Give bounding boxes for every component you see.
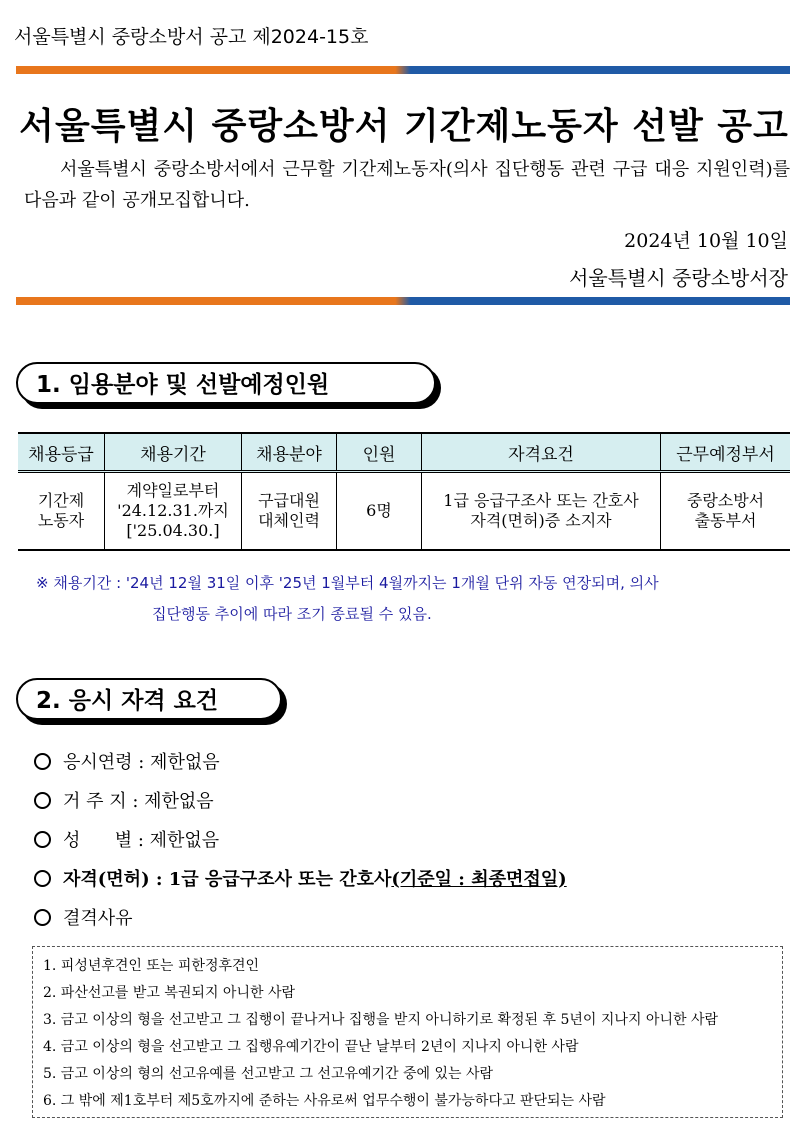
circle-bullet-icon <box>34 753 51 770</box>
circle-bullet-icon <box>34 870 51 887</box>
condition-label-underlined: (기준일 : 최종면접일) <box>391 869 567 890</box>
page-title: 서울특별시 중랑소방서 기간제노동자 선발 공고 <box>19 106 789 147</box>
list-item: 6. 그 밖에 제1호부터 제5호까지에 준하는 사유로써 업무수행이 불가능하다고 판단되는 사람 <box>43 1093 606 1109</box>
list-item: 3. 금고 이상의 형을 선고받고 그 집행이 끝나거나 집행을 받지 아니하기로 확정된 후 5년이 지나지 아니한 사람 <box>43 1012 718 1028</box>
issuer-name: 서울특별시 중랑소방서장 <box>569 266 788 290</box>
circle-bullet-icon <box>34 831 51 848</box>
list-item: 2. 파산선고를 받고 복권되지 아니한 사람 <box>43 985 295 1001</box>
condition-item-residence <box>34 787 214 813</box>
top-divider-bar <box>16 66 790 74</box>
period-line: ['25.04.30.] <box>126 521 220 540</box>
period-line: '24.12.31.까지 <box>117 501 229 520</box>
table-header-cell: 인원 <box>337 433 422 472</box>
field-cell <box>242 472 337 551</box>
intro-paragraph: 서울특별시 중랑소방서에서 근무할 기간제노동자(의사 집단행동 관련 구급 대응 지원인력)를 다음과 같이 공개모집합니다. <box>24 159 790 211</box>
grade-line: 기간제 <box>37 491 85 510</box>
condition-item-age <box>34 748 220 774</box>
notice-date: 2024년 10월 10일 <box>624 230 788 252</box>
grade-line: 노동자 <box>37 511 85 530</box>
department-line: 출동부서 <box>694 511 757 530</box>
table-header-cell: 채용기간 <box>105 433 242 472</box>
period-note-line1: ※ 채용기간 : '24년 12월 31일 이후 '25년 1월부터 4월까지는 1개월 단위 자동 연장되며, 의사 <box>36 574 659 592</box>
table-header-cell: 근무예정부서 <box>661 433 791 472</box>
period-line: 계약일로부터 <box>126 481 220 500</box>
table-header-row <box>18 433 790 472</box>
department-cell <box>661 472 791 551</box>
grade-cell <box>18 472 105 551</box>
circle-bullet-icon <box>34 792 51 809</box>
notice-number: 서울특별시 중랑소방서 공고 제2024-15호 <box>14 26 369 48</box>
condition-label: 거 주 지 : 제한없음 <box>63 791 214 812</box>
condition-label: 자격(면허) : 1급 응급구조사 또는 간호사 <box>63 869 392 890</box>
recruitment-table <box>18 432 790 551</box>
period-note <box>36 568 794 630</box>
disqualification-box <box>32 946 783 1118</box>
section2-heading: 2. 응시 자격 요건 <box>16 678 282 720</box>
condition-label: 결격사유 <box>63 908 133 929</box>
circle-bullet-icon <box>34 909 51 926</box>
field-line: 대체인력 <box>258 511 320 530</box>
list-item: 5. 금고 이상의 형의 선고유예를 선고받고 그 선고유예기간 중에 있는 사람 <box>43 1066 494 1082</box>
period-cell <box>105 472 242 551</box>
table-row <box>18 472 790 551</box>
qualification-line: 자격(면허)증 소지자 <box>470 511 612 530</box>
list-item: 4. 금고 이상의 형을 선고받고 그 집행유예기간이 끝난 날부터 2년이 지나지 아니한 사람 <box>43 1039 579 1055</box>
table-header-cell: 채용분야 <box>242 433 337 472</box>
condition-label: 성 별 : 제한없음 <box>63 830 220 851</box>
condition-label: 응시연령 : 제한없음 <box>63 752 220 773</box>
count-cell: 6명 <box>337 472 422 551</box>
table-header-cell: 채용등급 <box>18 433 105 472</box>
condition-item-license <box>34 865 567 891</box>
qualification-cell <box>422 472 661 551</box>
qualification-line: 1급 응급구조사 또는 간호사 <box>443 491 639 510</box>
list-item: 1. 피성년후견인 또는 피한정후견인 <box>43 958 260 974</box>
section1-heading: 1. 임용분야 및 선발예정인원 <box>16 362 436 404</box>
department-line: 중랑소방서 <box>686 491 765 510</box>
period-note-line2: 집단행동 추이에 따라 조기 종료될 수 있음. <box>152 605 432 623</box>
bottom-divider-bar <box>16 297 790 305</box>
condition-item-gender <box>34 826 219 852</box>
table-header-cell: 자격요건 <box>422 433 661 472</box>
condition-item-disqualification <box>34 904 133 930</box>
field-line: 구급대원 <box>258 491 320 510</box>
